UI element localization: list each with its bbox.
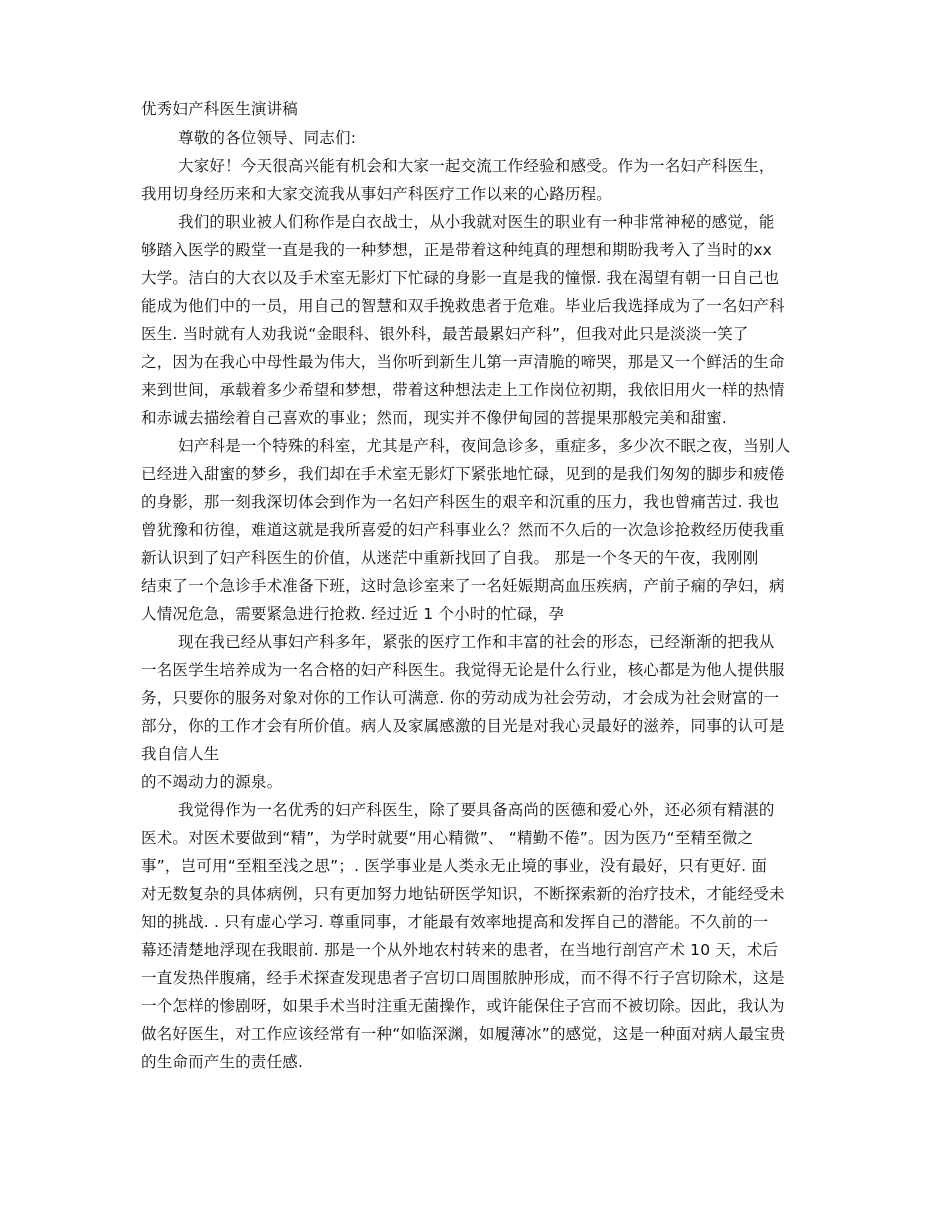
text-line: 的身影，那一刻我深切体会到作为一名妇产科医生的艰辛和沉重的压力，我也曾痛苦过. 我也 (141, 493, 780, 511)
text-line: 和赤诚去描绘着自己喜欢的事业；然而，现实并不像伊甸园的菩提果那般完美和甜蜜. (141, 409, 728, 427)
text-line: 能成为他们中的一员，用自己的智慧和双手挽救患者于危难。毕业后我选择成为了一名妇产科 (141, 297, 785, 315)
text-line: 妇产科是一个特殊的科室，尤其是产科，夜间急诊多，重症多，多少次不眠之夜，当别人 (178, 437, 791, 455)
text-line: 一个怎样的惨剧呀，如果手术当时注重无菌操作，或许能保住子宫而不被切除。因此，我认为 (141, 997, 785, 1015)
text-line: 做名好医生，对工作应该经常有一种“如临深渊，如履薄冰”的感觉，这是一种面对病人最宝贵 (141, 1025, 786, 1043)
text-line: 幕还清楚地浮现在我眼前. 那是一个从外地农村转来的患者，在当地行剖宫产术 10 天，术后 (141, 941, 779, 959)
text-line: 尊敬的各位领导、同志们: (178, 129, 357, 147)
text-line: 我自信人生 (141, 745, 220, 763)
text-line: 大学。洁白的大衣以及手术室无影灯下忙碌的身影一直是我的憧憬. 我在渴望有朝一日自己也 (141, 269, 780, 287)
text-line: 现在我已经从事妇产科多年，紧张的医疗工作和丰富的社会的形态，已经渐渐的把我从 (178, 633, 775, 651)
text-line: 来到世间，承载着多少希望和梦想，带着这种想法走上工作岗位初期，我依旧用火一样的热情 (141, 381, 785, 399)
text-line: 的不竭动力的源泉。 (141, 773, 283, 791)
text-line: 医生. 当时就有人劝我说“金眼科、银外科，最苦最累妇产科”，但我对此只是淡淡一笑了 (141, 325, 749, 343)
text-line: 对无数复杂的具体病例，只有更加努力地钻研医学知识，不断探索新的治疗技术，才能经受未 (141, 885, 785, 903)
document-title: 优秀妇产科医生演讲稿 (141, 100, 299, 118)
text-line: 务，只要你的服务对象对你的工作认可满意. 你的劳动成为社会劳动，才会成为社会财富的一 (141, 689, 780, 707)
text-line: 够踏入医学的殿堂一直是我的一种梦想，正是带着这种纯真的理想和期盼我考入了当时的xx (141, 241, 773, 259)
text-line: 结束了一个急诊手术准备下班，这时急诊室来了一名妊娠期高血压疾病，产前子痫的孕妇，病 (141, 577, 785, 595)
text-line: 一直发热伴腹痛，经手术探查发现患者子宫切口周围脓肿形成，而不得不行子宫切除术，这是 (141, 969, 785, 987)
text-line: 我觉得作为一名优秀的妇产科医生，除了要具备高尚的医德和爱心外，还必须有精湛的 (178, 801, 775, 819)
text-line: 已经进入甜蜜的梦乡，我们却在手术室无影灯下紧张地忙碌，见到的是我们匆匆的脚步和疲倦 (141, 465, 785, 483)
text-line: 新认识到了妇产科医生的价值，从迷茫中重新找回了自我。 那是一个冬天的午夜，我刚刚 (141, 549, 759, 567)
text-line: 曾犹豫和彷徨，难道这就是我所喜爱的妇产科事业么？然而不久后的一次急诊抢救经历使我重 (141, 521, 785, 539)
text-line: 事”，岂可用“至粗至浅之思”；. 医学事业是人类永无止境的事业，没有最好，只有更好. 面 (141, 857, 768, 875)
text-line: 大家好！今天很高兴能有机会和大家一起交流工作经验和感受。作为一名妇产科医生， (178, 157, 775, 175)
text-line: 之，因为在我心中母性最为伟大，当你听到新生儿第一声清脆的啼哭，那是又一个鲜活的生命 (141, 353, 785, 371)
text-line: 医术。对医术要做到“精”，为学时就要“用心精微”、 “精勤不倦”。因为医乃“至精至微之 (141, 829, 754, 847)
text-line: 我用切身经历来和大家交流我从事妇产科医疗工作以来的心路历程。 (141, 185, 613, 203)
text-line: 部分，你的工作才会有所价值。病人及家属感激的目光是对我心灵最好的滋养，同事的认可是 (141, 717, 785, 735)
text-line: 我们的职业被人们称作是白衣战士，从小我就对医生的职业有一种非常神秘的感觉，能 (178, 213, 775, 231)
text-line: 人情况危急，需要紧急进行抢救. 经过近 1 个小时的忙碌，孕 (141, 605, 565, 623)
text-line: 的生命而产生的责任感. (141, 1053, 304, 1071)
text-line: 知的挑战. . 只有虚心学习. 尊重同事，才能最有效率地提高和发挥自己的潜能。不久前的一 (141, 913, 769, 931)
text-line: 一名医学生培养成为一名合格的妇产科医生。我觉得无论是什么行业，核心都是为他人提供服 (141, 661, 785, 679)
